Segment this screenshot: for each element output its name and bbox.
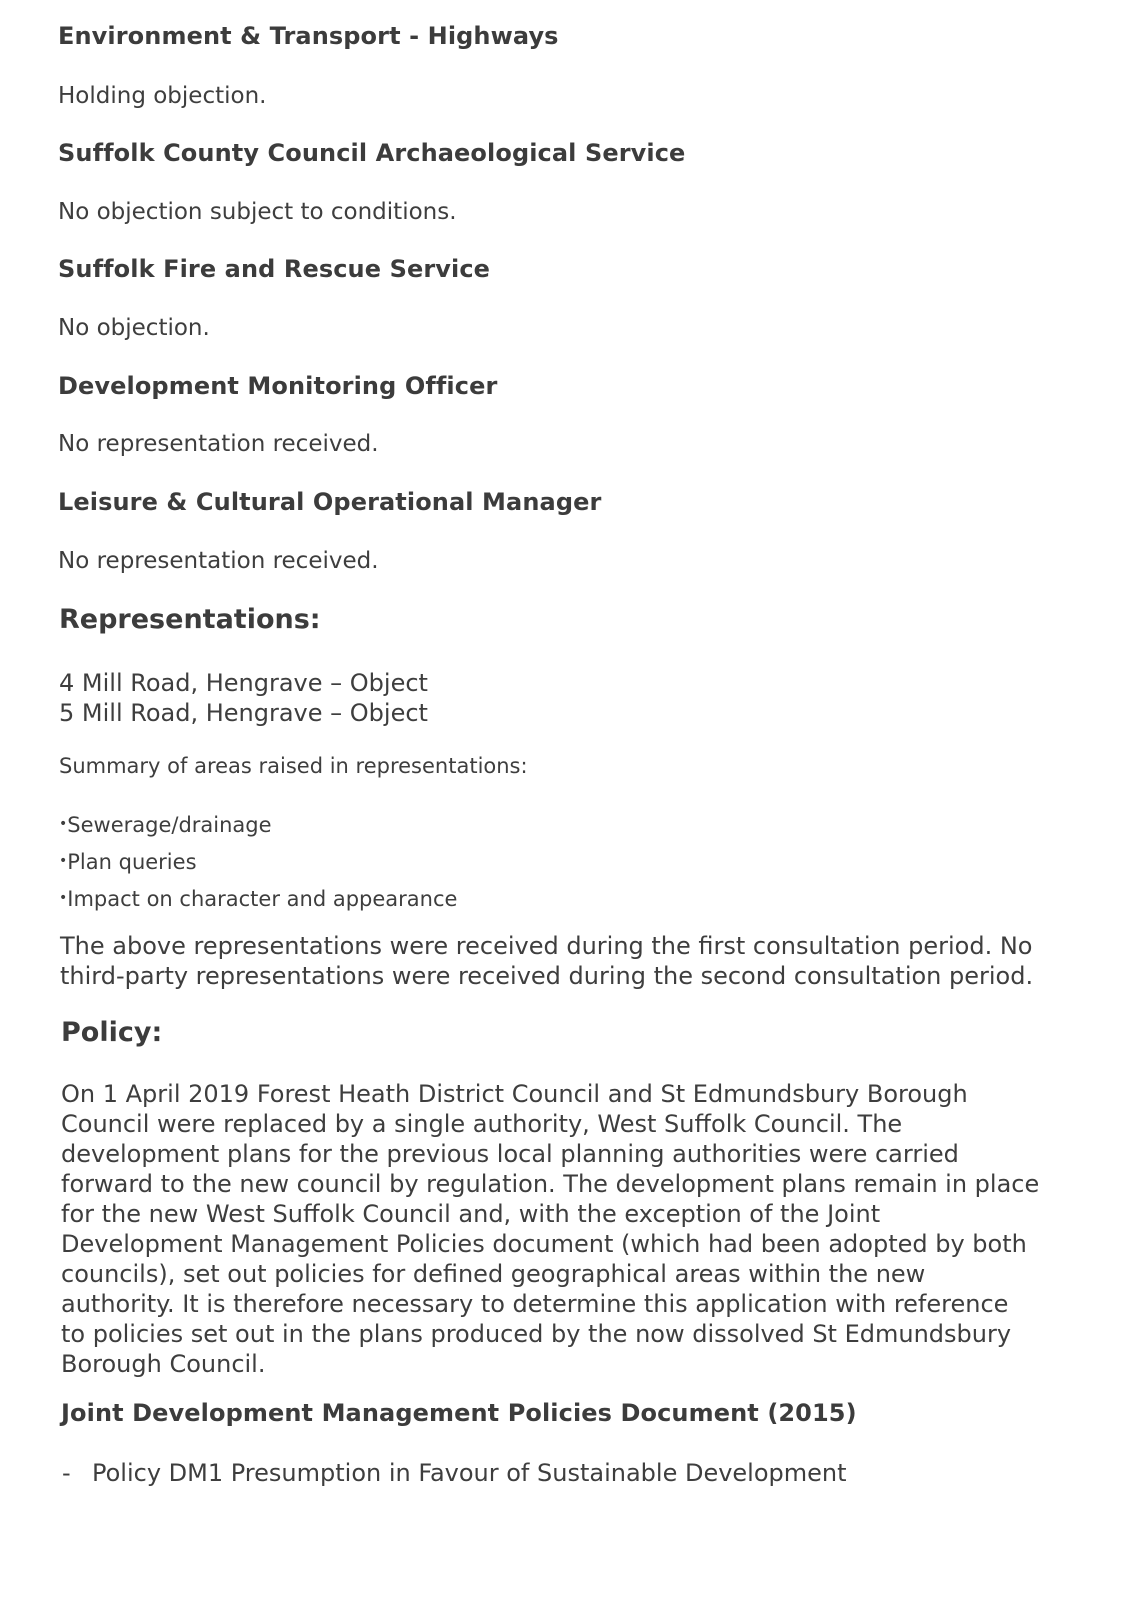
objectors-list xyxy=(59,668,428,728)
paragraph-line: Borough Council. xyxy=(61,1350,266,1378)
dash-icon: - xyxy=(62,1459,71,1487)
paragraph-line: Development Management Policies document (which had been adopted by both xyxy=(61,1230,1027,1258)
consultee-heading-monitoring: Development Monitoring Officer xyxy=(58,372,498,400)
consultee-heading-highways: Environment & Transport - Highways xyxy=(58,22,559,50)
bullet-icon: • xyxy=(59,816,68,832)
consultee-response-fire-rescue: No objection. xyxy=(58,315,210,341)
consultee-response-highways: Holding objection. xyxy=(58,83,267,109)
paragraph-line: authority. It is therefore necessary to determine this application with reference xyxy=(61,1290,1009,1318)
policy-subheading: Joint Development Management Policies Document (2015) xyxy=(61,1399,857,1427)
consultee-heading-archaeology: Suffolk County Council Archaeological Service xyxy=(58,139,686,167)
consultee-response-leisure: No representation received. xyxy=(58,548,379,574)
representations-heading: Representations: xyxy=(59,604,321,635)
summary-label: Summary of areas raised in representations: xyxy=(59,754,528,778)
consultee-heading-fire-rescue: Suffolk Fire and Rescue Service xyxy=(58,255,491,283)
summary-bullet-list xyxy=(59,808,457,919)
paragraph-line: Council were replaced by a single authority, West Suffolk Council. The xyxy=(61,1110,903,1138)
consultee-response-archaeology: No objection subject to conditions. xyxy=(58,199,457,225)
policy-heading: Policy: xyxy=(61,1017,163,1048)
note-line: The above representations were received during the first consultation period. No xyxy=(60,932,1033,960)
representations-note xyxy=(60,931,1033,991)
paragraph-line: for the new West Suffolk Council and, with the exception of the Joint xyxy=(61,1200,881,1228)
paragraph-line: councils), set out policies for defined geographical areas within the new xyxy=(61,1260,926,1288)
paragraph-line: development plans for the previous local planning authorities were carried xyxy=(61,1140,959,1168)
consultee-heading-leisure: Leisure & Cultural Operational Manager xyxy=(58,488,602,516)
list-item: •Plan queries xyxy=(59,850,197,874)
bullet-icon: • xyxy=(59,853,68,869)
paragraph-line: to policies set out in the plans produced by the now dissolved St Edmundsbury xyxy=(61,1320,1012,1348)
objector-item: 4 Mill Road, Hengrave – Object xyxy=(59,669,428,697)
consultee-response-monitoring: No representation received. xyxy=(58,431,379,457)
policy-item-label: Policy DM1 Presumption in Favour of Sustainable Development xyxy=(92,1459,847,1487)
note-line: third-party representations were received during the second consultation period. xyxy=(60,962,1034,990)
policy-item xyxy=(62,1459,847,1487)
paragraph-line: On 1 April 2019 Forest Heath District Council and St Edmundsbury Borough xyxy=(61,1080,968,1108)
list-item: •Sewerage/drainage xyxy=(59,813,272,837)
objector-item: 5 Mill Road, Hengrave – Object xyxy=(59,699,428,727)
list-item: •Impact on character and appearance xyxy=(59,887,458,911)
paragraph-line: forward to the new council by regulation. The development plans remain in place xyxy=(61,1170,1040,1198)
policy-paragraph xyxy=(61,1079,1039,1379)
bullet-icon: • xyxy=(59,890,68,906)
